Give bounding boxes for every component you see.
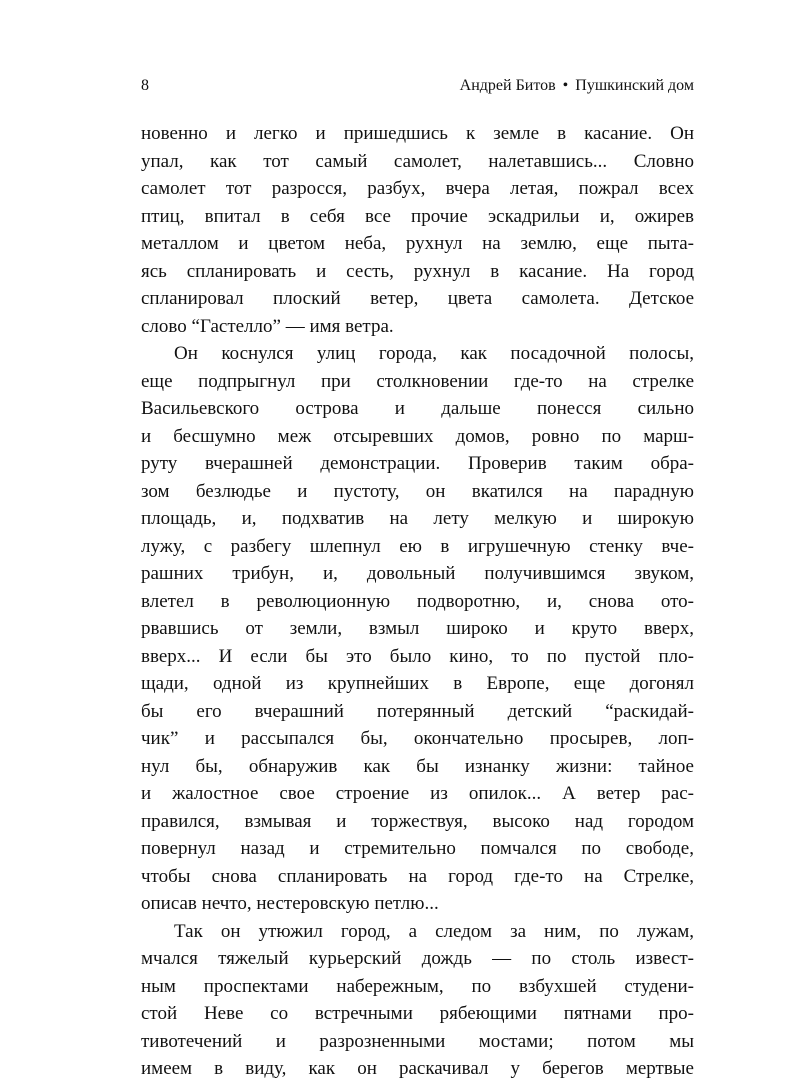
text-line: Васильевского острова и дальше понесся сильно bbox=[141, 398, 694, 419]
text-line: имеем в виду, как он раскачивал у берегов мертвые bbox=[141, 1058, 694, 1079]
text-line: и бесшумно меж отсыревших домов, ровно по марш- bbox=[141, 425, 694, 447]
text-line: правился, взмывая и торжествуя, высоко над городом bbox=[141, 810, 694, 832]
text-line: спланировал плоский ветер, цвета самолета. Детское bbox=[141, 288, 694, 309]
text-line: нул бы, обнаружив как бы изнанку жизни: тайное bbox=[141, 755, 694, 777]
text-line: птиц, впитал в себя все прочие эскадрильи и, ожирев bbox=[141, 205, 694, 227]
text-line: влетел в революционную подворотню, и, снова ото- bbox=[141, 590, 694, 612]
text-line: повернул назад и стремительно помчался по свободе, bbox=[141, 838, 694, 859]
page-number: 8 bbox=[141, 77, 149, 94]
text-line: Он коснулся улиц города, как посадочной полосы, bbox=[174, 343, 694, 364]
text-line: стой Неве со встречными рябеющими пятнами про- bbox=[141, 1003, 694, 1024]
text-line: щади, одной из крупнейших в Европе, еще догонял bbox=[141, 673, 694, 694]
text-line: ясь спланировать и сесть, рухнул в касание. На город bbox=[141, 260, 694, 282]
text-line: чик” и рассыпался бы, окончательно просырев, лоп- bbox=[141, 728, 694, 749]
text-line: еще подпрыгнул при столкновении где-то на стрелке bbox=[141, 370, 694, 392]
text-line: бы его вчерашний потерянный детский “раскидай- bbox=[141, 700, 694, 722]
text-line: новенно и легко и пришедшись к земле в касание. Он bbox=[141, 123, 694, 144]
text-line: вверх... И если бы это было кино, то по пустой пло- bbox=[141, 645, 694, 667]
paragraph bbox=[141, 340, 694, 918]
author-name: Андрей Битов bbox=[459, 77, 556, 94]
text-line: чтобы снова спланировать на город где-то на Стрелке, bbox=[141, 865, 694, 887]
paragraph bbox=[141, 120, 694, 340]
text-line: ным проспектами набережным, по взбухшей студени- bbox=[141, 975, 694, 997]
text-line: площадь, и, подхватив на лету мелкую и широкую bbox=[141, 508, 694, 529]
text-line: рашних трибун, и, довольный получившимся звуком, bbox=[141, 563, 694, 584]
running-header bbox=[141, 74, 694, 98]
text-line: зом безлюдье и пустоту, он вкатился на парадную bbox=[141, 480, 694, 502]
body-text bbox=[141, 120, 694, 1083]
text-line: тивотечений и разрозненными мостами; потом мы bbox=[141, 1030, 694, 1052]
text-line: металлом и цветом неба, рухнул на землю, еще пыта- bbox=[141, 233, 694, 254]
text-line: описав нечто, нестеровскую петлю... bbox=[141, 893, 439, 914]
text-line: самолет тот разросся, разбух, вчера летая, пожрал всех bbox=[141, 178, 694, 199]
text-line: слово “Гастелло” — имя ветра. bbox=[141, 315, 394, 337]
text-line: рвавшись от земли, взмыл широко и круто вверх, bbox=[141, 618, 694, 639]
text-line: упал, как тот самый самолет, налетавшись... Словно bbox=[141, 150, 694, 172]
running-title bbox=[460, 74, 694, 98]
text-line: лужу, с разбегу шлепнул ею в игрушечную стенку вче- bbox=[141, 535, 694, 557]
book-title: Пушкинский дом bbox=[575, 77, 694, 94]
text-line: руту вчерашней демонстрации. Проверив таким обра- bbox=[141, 453, 694, 474]
text-line: мчался тяжелый курьерский дождь — по столь извест- bbox=[141, 948, 694, 969]
title-separator: • bbox=[562, 77, 569, 94]
text-line: Так он утюжил город, а следом за ним, по лужам, bbox=[174, 920, 694, 942]
text-line: и жалостное свое строение из опилок... А ветер рас- bbox=[141, 783, 694, 804]
paragraph bbox=[141, 918, 694, 1083]
